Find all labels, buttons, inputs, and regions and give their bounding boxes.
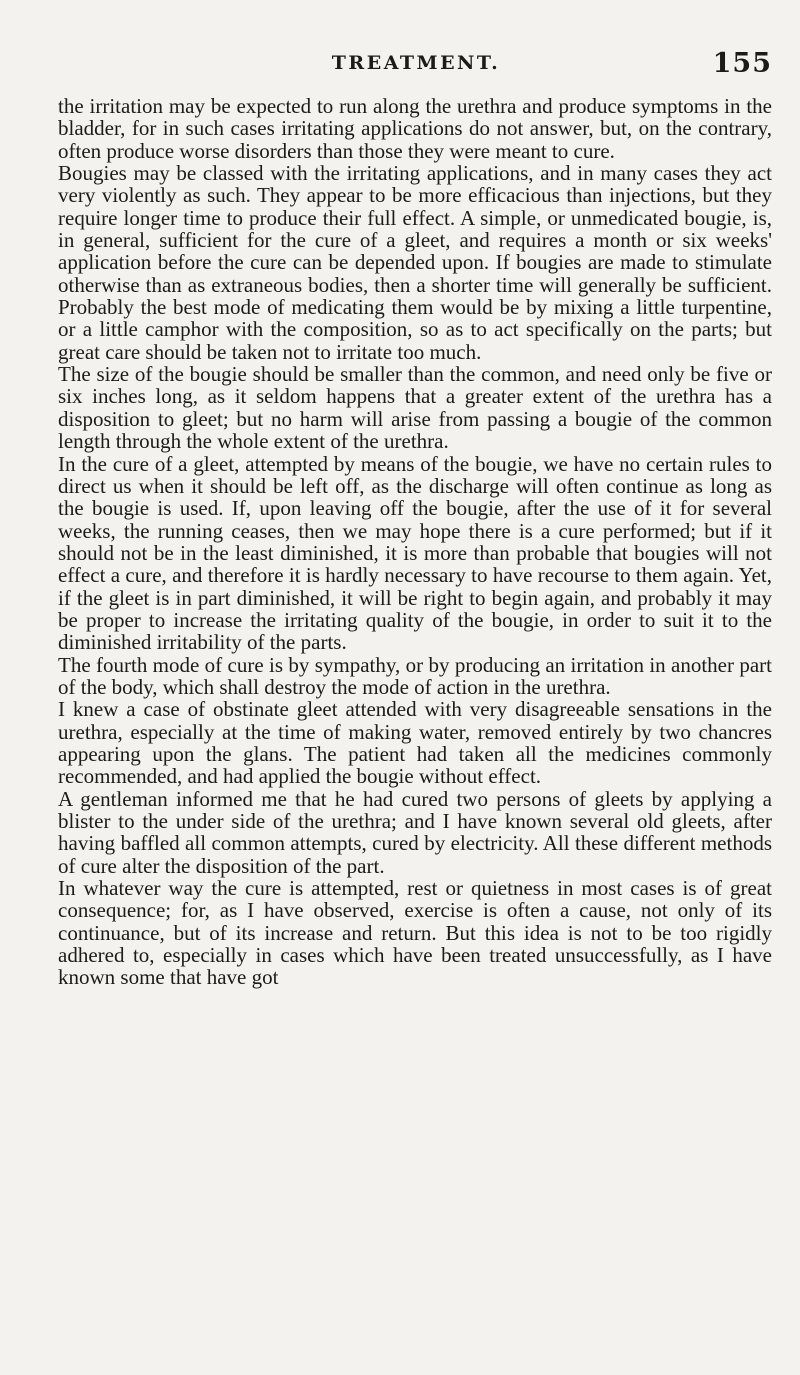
paragraph: I knew a case of obstinate gleet attended with very disagreeable sensations in the urethra, especially at the time of making water, removed entirely by two chancres appearing upon the glans. The patient had taken all the medicines commonly recommended, and had applied the bougie without effect. [58, 697, 772, 789]
paragraph: In whatever way the cure is attempted, rest or quietness in most cases is of great consequence; for, as I have observed, exercise is often a cause, not only of its continuance, but of its increase and return. But this idea is not to be too rigidly adhered to, especially in cases which have been treated unsuccessfully, as I have known some that have got [58, 876, 772, 990]
running-title: TREATMENT. [331, 52, 501, 74]
paragraph: The fourth mode of cure is by sympathy, or by producing an irritation in another part of the body, which shall destroy the mode of action in the urethra. [58, 652, 772, 699]
page-number: 155 [712, 48, 772, 79]
paragraph: A gentleman informed me that he had cured two persons of gleets by applying a blister to the under side of the urethra; and I have known several old gleets, after having baffled all common attempts, cured by electricity. All these different methods of cure alter the disposition of the part. [58, 786, 772, 878]
page-header [60, 48, 772, 82]
paragraph: The size of the bougie should be smaller than the common, and need only be five or six inches long, as it seldom happens that a greater extent of the urethra has a disposition to gleet; but no harm will arise from passing a bougie of the common length through the whole extent of the urethra. [58, 362, 772, 454]
paragraph: In the cure of a gleet, attempted by means of the bougie, we have no certain rules to direct us when it should be left off, as the discharge will often continue as long as the bougie is used. If, upon leaving off the bougie, after the use of it for several weeks, the running ceases, then we may hope there is a cure performed; but if it should not be in the least diminished, it is more than probable that bougies will not effect a cure, and therefore it is hardly necessary to have recourse to them again. Yet, if the gleet is in part diminished, it will be right to begin again, and probably it may be proper to increase the irritating quality of the bougie, in order to suit it to the diminished irritability of the parts. [58, 451, 772, 655]
paragraph: the irritation may be expected to run along the urethra and produce symptoms in the bladder, for in such cases irritating applications do not answer, but, on the contrary, often produce worse disorders than those they were meant to cure. [58, 94, 772, 163]
paragraph: Bougies may be classed with the irritating applications, and in many cases they act very violently as such. They appear to be more efficacious than injections, but they require longer time to produce their full effect. A simple, or unmedicated bougie, is, in general, sufficient for the cure of a gleet, and requires a month or six weeks' application before the cure can be depended upon. If bougies are made to stimulate otherwise than as extraneous bodies, then a shorter time will generally be sufficient. Probably the best mode of medicating them would be by mixing a little turpentine, or a little camphor with the composition, so as to act specifically on the parts; but great care should be taken not to irritate too much. [58, 161, 772, 364]
body-text [58, 95, 772, 989]
